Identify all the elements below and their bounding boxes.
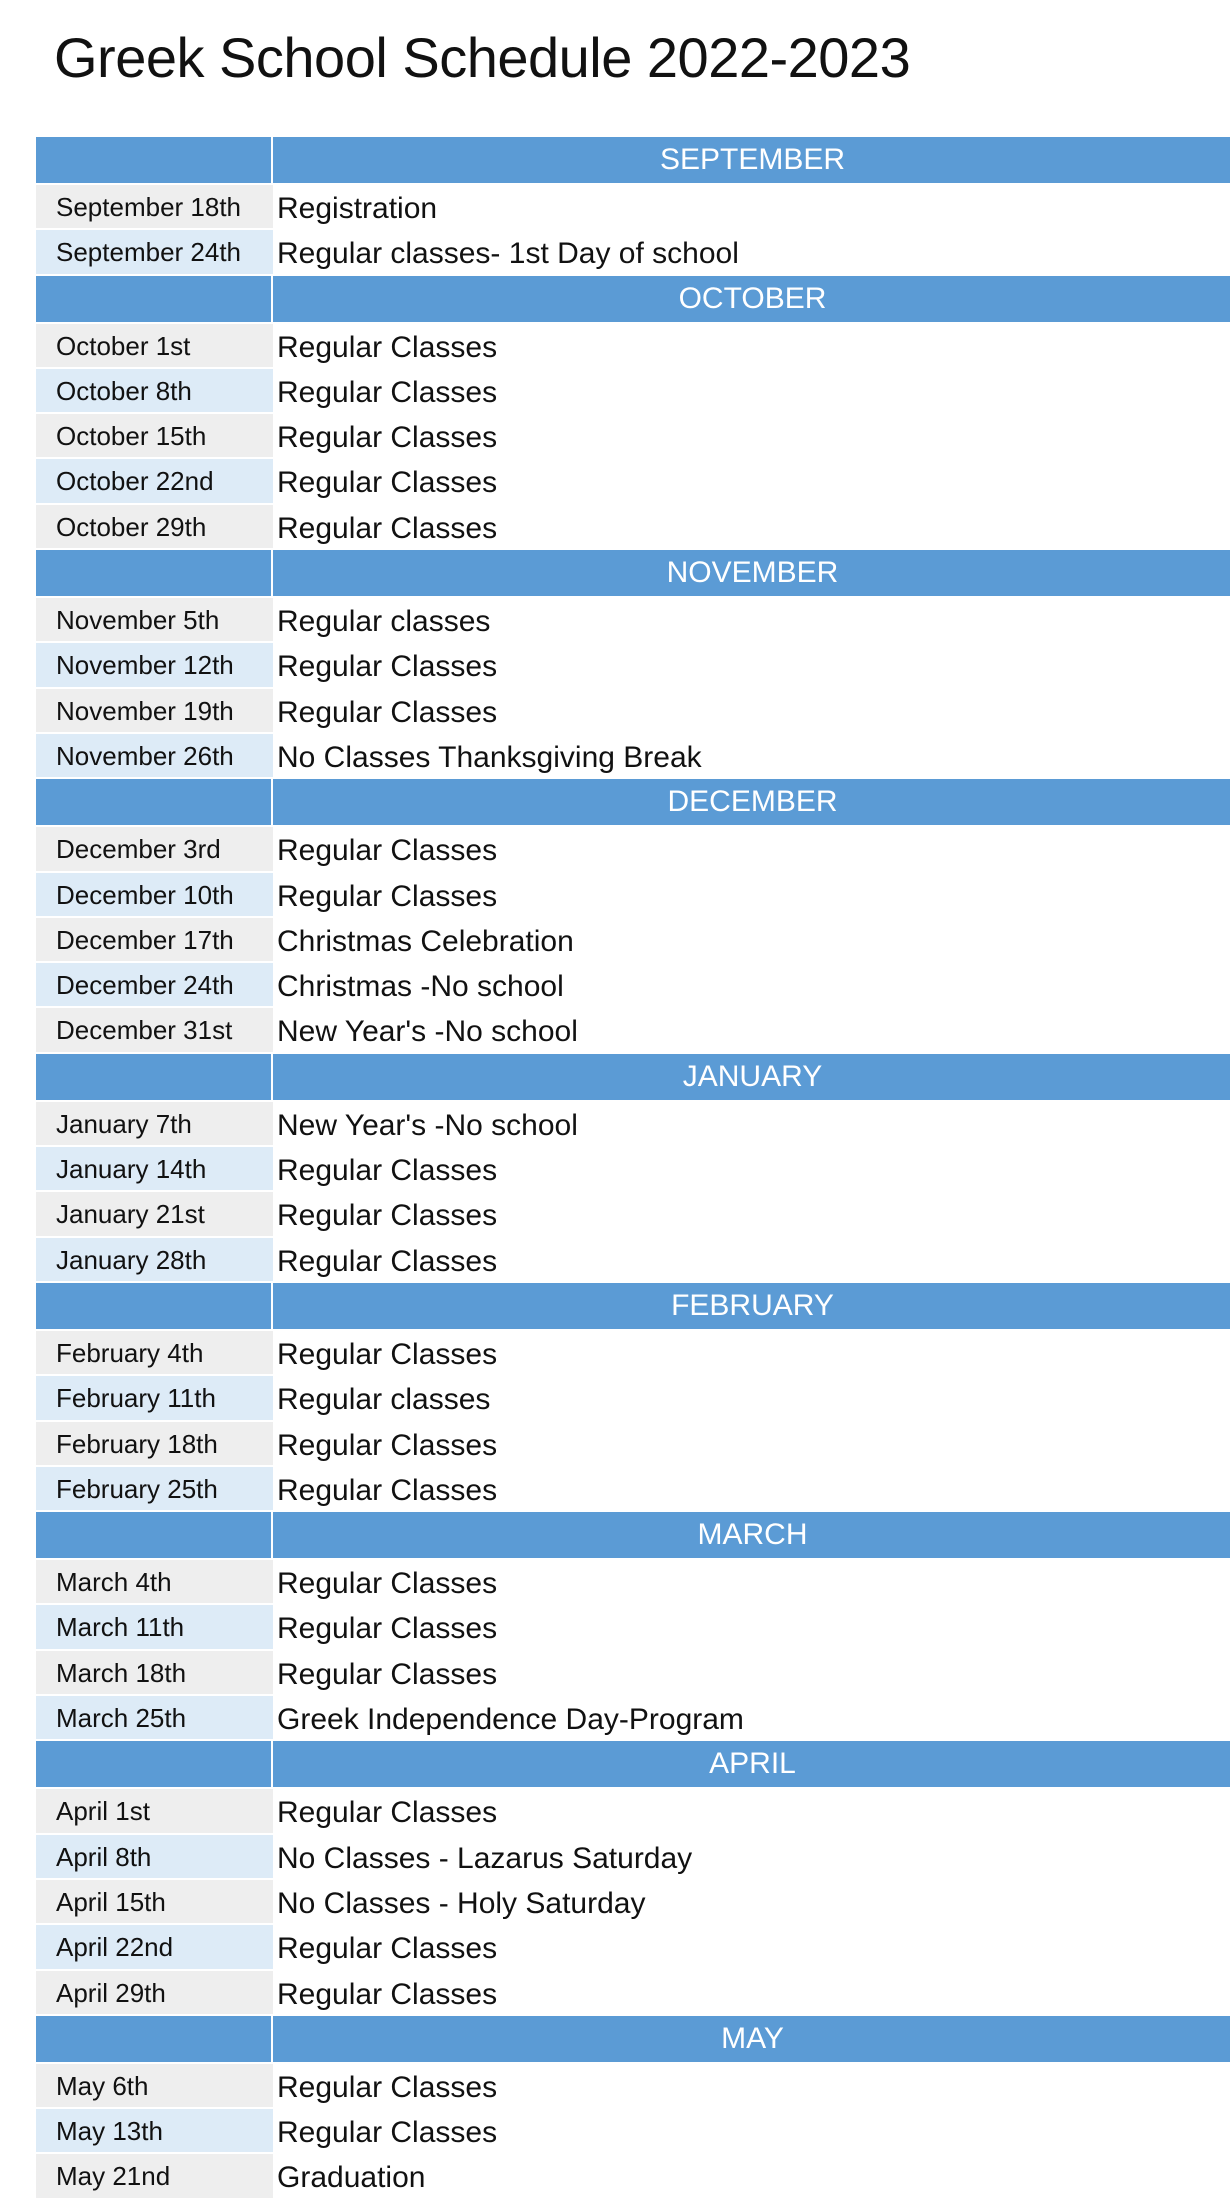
header-spacer xyxy=(36,1512,273,1558)
date-cell: January 7th xyxy=(36,1102,273,1147)
event-cell: Regular Classes xyxy=(277,695,498,729)
schedule-row xyxy=(36,505,1230,550)
date-cell: May 13th xyxy=(36,2109,273,2154)
month-header xyxy=(36,2016,1230,2064)
event-cell: Regular Classes xyxy=(277,1428,498,1462)
event-cell: Regular Classes xyxy=(277,2116,498,2150)
schedule-row xyxy=(36,1376,1230,1421)
event-cell: Regular Classes xyxy=(277,2070,498,2104)
date-cell: February 18th xyxy=(36,1422,273,1467)
event-cell: Regular Classes xyxy=(277,1612,498,1646)
event-cell: Regular Classes xyxy=(277,421,498,455)
schedule-table xyxy=(36,137,1230,2200)
event-cell: Regular Classes xyxy=(277,1199,498,1233)
schedule-row xyxy=(36,1880,1230,1925)
month-header xyxy=(36,1054,1230,1102)
schedule-row xyxy=(36,1560,1230,1605)
date-cell: March 25th xyxy=(36,1696,273,1741)
event-cell: New Year's -No school xyxy=(277,1015,578,1049)
event-cell: Christmas -No school xyxy=(277,970,564,1004)
event-cell: Regular Classes xyxy=(277,375,498,409)
schedule-row xyxy=(36,369,1230,414)
date-cell: April 15th xyxy=(36,1880,273,1925)
date-cell: February 4th xyxy=(36,1331,273,1376)
schedule-row xyxy=(36,873,1230,918)
date-cell: January 28th xyxy=(36,1238,273,1283)
schedule-row xyxy=(36,324,1230,369)
schedule-row xyxy=(36,918,1230,963)
month-header xyxy=(36,137,1230,185)
event-cell: Regular Classes xyxy=(277,1473,498,1507)
header-spacer xyxy=(36,779,273,825)
event-cell: Regular Classes xyxy=(277,879,498,913)
date-cell: January 21st xyxy=(36,1192,273,1237)
event-cell: Christmas Celebration xyxy=(277,924,574,958)
date-cell: October 22nd xyxy=(36,459,273,504)
schedule-row xyxy=(36,1467,1230,1512)
schedule-row xyxy=(36,230,1230,275)
date-cell: December 3rd xyxy=(36,827,273,872)
date-cell: December 31st xyxy=(36,1008,273,1053)
schedule-row xyxy=(36,1238,1230,1283)
event-cell: Regular Classes xyxy=(277,1154,498,1188)
date-cell: April 29th xyxy=(36,1971,273,2016)
date-cell: December 10th xyxy=(36,873,273,918)
month-name: FEBRUARY xyxy=(671,1288,834,1322)
date-cell: May 21nd xyxy=(36,2154,273,2199)
date-cell: March 18th xyxy=(36,1651,273,1696)
month-name: SEPTEMBER xyxy=(659,143,846,176)
event-cell: Regular Classes xyxy=(277,1796,498,1830)
month-header xyxy=(36,1512,1230,1560)
event-cell: Regular classes xyxy=(277,1383,491,1417)
month-name: MARCH xyxy=(697,1518,808,1552)
schedule-row xyxy=(36,2109,1230,2154)
schedule-row xyxy=(36,1605,1230,1650)
date-cell: September 18th xyxy=(36,185,273,230)
schedule-row xyxy=(36,1651,1230,1696)
date-cell: April 1st xyxy=(36,1789,273,1834)
event-cell: Greek Independence Day-Program xyxy=(277,1703,744,1737)
date-cell: December 24th xyxy=(36,963,273,1008)
date-cell: November 12th xyxy=(36,643,273,688)
schedule-row xyxy=(36,1147,1230,1192)
date-cell: October 1st xyxy=(36,324,273,369)
schedule-row xyxy=(36,1696,1230,1741)
event-cell: New Year's -No school xyxy=(277,1108,578,1142)
event-cell: Registration xyxy=(277,192,438,225)
header-spacer xyxy=(36,1054,273,1100)
event-cell: Graduation xyxy=(277,2161,426,2195)
month-name: MAY xyxy=(721,2021,784,2055)
event-cell: Regular classes- 1st Day of school xyxy=(277,237,739,271)
month-header xyxy=(36,1741,1230,1789)
month-name: DECEMBER xyxy=(667,785,838,819)
schedule-row xyxy=(36,1008,1230,1053)
month-name: APRIL xyxy=(709,1747,796,1781)
date-cell: November 5th xyxy=(36,598,273,643)
schedule-row xyxy=(36,185,1230,230)
date-cell: May 6th xyxy=(36,2064,273,2109)
date-cell: September 24th xyxy=(36,230,273,275)
date-cell: April 22nd xyxy=(36,1925,273,1970)
month-header xyxy=(36,1283,1230,1331)
month-header xyxy=(36,550,1230,598)
month-header xyxy=(36,276,1230,324)
schedule-row xyxy=(36,414,1230,459)
date-cell: October 29th xyxy=(36,505,273,550)
date-cell: March 11th xyxy=(36,1605,273,1650)
event-cell: Regular Classes xyxy=(277,1932,498,1966)
event-cell: Regular Classes xyxy=(277,466,498,500)
month-name: NOVEMBER xyxy=(666,556,839,590)
month-name: OCTOBER xyxy=(678,281,827,315)
schedule-row xyxy=(36,1422,1230,1467)
event-cell: No Classes - Lazarus Saturday xyxy=(277,1841,693,1875)
date-cell: February 11th xyxy=(36,1376,273,1421)
event-cell: Regular Classes xyxy=(277,834,498,868)
schedule-row xyxy=(36,1835,1230,1880)
event-cell: Regular Classes xyxy=(277,1337,498,1371)
schedule-row xyxy=(36,963,1230,1008)
schedule-row xyxy=(36,1789,1230,1834)
event-cell: Regular Classes xyxy=(277,650,498,684)
date-cell: April 8th xyxy=(36,1835,273,1880)
schedule-row xyxy=(36,2064,1230,2109)
schedule-row xyxy=(36,1925,1230,1970)
schedule-row xyxy=(36,598,1230,643)
event-cell: Regular Classes xyxy=(277,330,498,364)
event-cell: No Classes Thanksgiving Break xyxy=(277,740,702,774)
month-header xyxy=(36,779,1230,827)
header-spacer xyxy=(36,1283,273,1329)
event-cell: Regular Classes xyxy=(277,1567,498,1601)
date-cell: November 19th xyxy=(36,689,273,734)
date-cell: December 17th xyxy=(36,918,273,963)
schedule-row xyxy=(36,1971,1230,2016)
schedule-row xyxy=(36,689,1230,734)
event-cell: Regular Classes xyxy=(277,1244,498,1278)
event-cell: Regular classes xyxy=(277,605,491,639)
schedule-row xyxy=(36,1331,1230,1376)
date-cell: January 14th xyxy=(36,1147,273,1192)
date-cell: October 8th xyxy=(36,369,273,414)
header-spacer xyxy=(36,2016,273,2062)
schedule-row xyxy=(36,2154,1230,2199)
date-cell: October 15th xyxy=(36,414,273,459)
date-cell: February 25th xyxy=(36,1467,273,1512)
event-cell: Regular Classes xyxy=(277,511,498,545)
event-cell: No Classes - Holy Saturday xyxy=(277,1886,646,1920)
header-spacer xyxy=(36,1741,273,1787)
schedule-row xyxy=(36,1192,1230,1237)
schedule-row xyxy=(36,1102,1230,1147)
schedule-row xyxy=(36,734,1230,779)
schedule-row xyxy=(36,827,1230,872)
header-spacer xyxy=(36,550,273,596)
page-title: Greek School Schedule 2022-2023 xyxy=(54,26,911,89)
date-cell: November 26th xyxy=(36,734,273,779)
date-cell: March 4th xyxy=(36,1560,273,1605)
month-name: JANUARY xyxy=(682,1059,823,1093)
header-spacer xyxy=(36,276,273,322)
event-cell: Regular Classes xyxy=(277,1977,498,2011)
schedule-row xyxy=(36,459,1230,504)
event-cell: Regular Classes xyxy=(277,1657,498,1691)
header-spacer xyxy=(36,137,273,183)
schedule-row xyxy=(36,643,1230,688)
